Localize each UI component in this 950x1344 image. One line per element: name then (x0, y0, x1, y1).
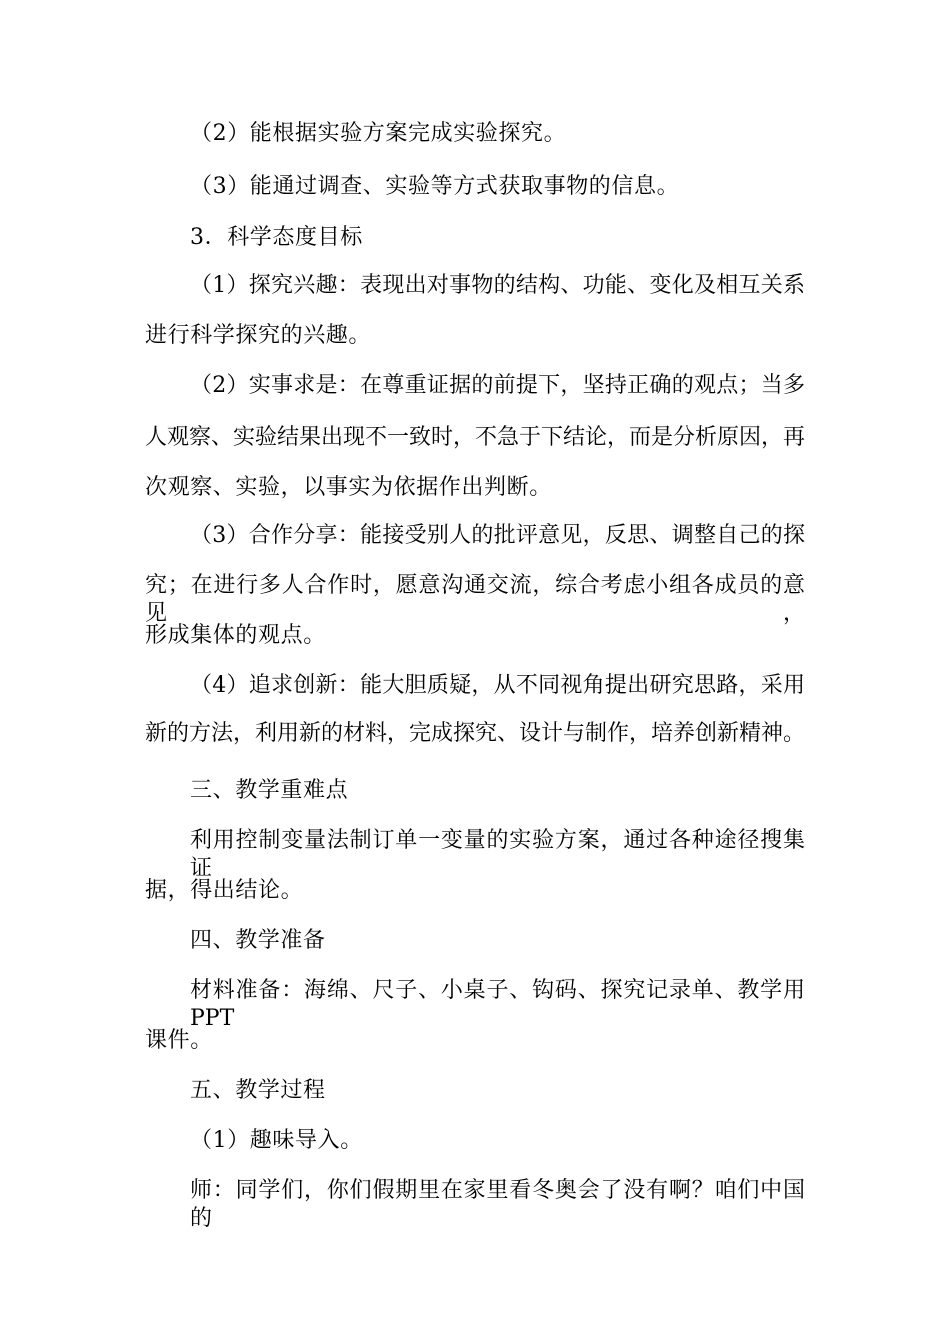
attitude-item-3-line-3: 形成集体的观点。 (145, 623, 326, 648)
attitude-item-1-line-2: 进行科学探究的兴趣。 (145, 323, 372, 348)
section-heading-science-attitude: 3．科学态度目标 (190, 225, 363, 250)
section-heading-key-points: 三、教学重难点 (190, 778, 349, 803)
attitude-item-1-line-1: （1）探究兴趣：表现出对事物的结构、功能、变化及相互关系 (190, 273, 805, 298)
section-heading-process: 五、教学过程 (190, 1078, 326, 1103)
attitude-item-3-line-2: 究；在进行多人合作时，愿意沟通交流，综合考虑小组各成员的意见， (145, 573, 805, 626)
key-points-line-1: 利用控制变量法制订单一变量的实验方案，通过各种途径搜集证 (190, 828, 805, 881)
teacher-dialogue-line: 师：同学们，你们假期里在家里看冬奥会了没有啊？咱们中国的 (190, 1178, 805, 1231)
preparation-line-1: 材料准备：海绵、尺子、小桌子、钩码、探究记录单、教学用 PPT (190, 978, 805, 1031)
attitude-item-3-line-1: （3）合作分享：能接受别人的批评意见，反思、调整自己的探 (190, 523, 805, 548)
attitude-item-2-line-2: 人观察、实验结果出现不一致时，不急于下结论，而是分析原因，再 (145, 425, 806, 450)
attitude-item-4-line-1: （4）追求创新：能大胆质疑，从不同视角提出研究思路，采用 (190, 673, 805, 698)
preparation-line-2: 课件。 (145, 1028, 213, 1053)
attitude-item-4-line-2: 新的方法，利用新的材料，完成探究、设计与制作，培养创新精神。 (145, 721, 806, 746)
attitude-item-2-line-3: 次观察、实验，以事实为依据作出判断。 (145, 475, 552, 500)
section-heading-preparation: 四、教学准备 (190, 928, 326, 953)
key-points-line-2: 据，得出结论。 (145, 878, 304, 903)
attitude-item-2-line-1: （2）实事求是：在尊重证据的前提下，坚持正确的观点；当多 (190, 373, 805, 398)
objective-item-2: （2）能根据实验方案完成实验探究。 (190, 121, 567, 146)
objective-item-3: （3）能通过调查、实验等方式获取事物的信息。 (190, 174, 680, 199)
process-step-1: （1）趣味导入。 (190, 1128, 363, 1153)
